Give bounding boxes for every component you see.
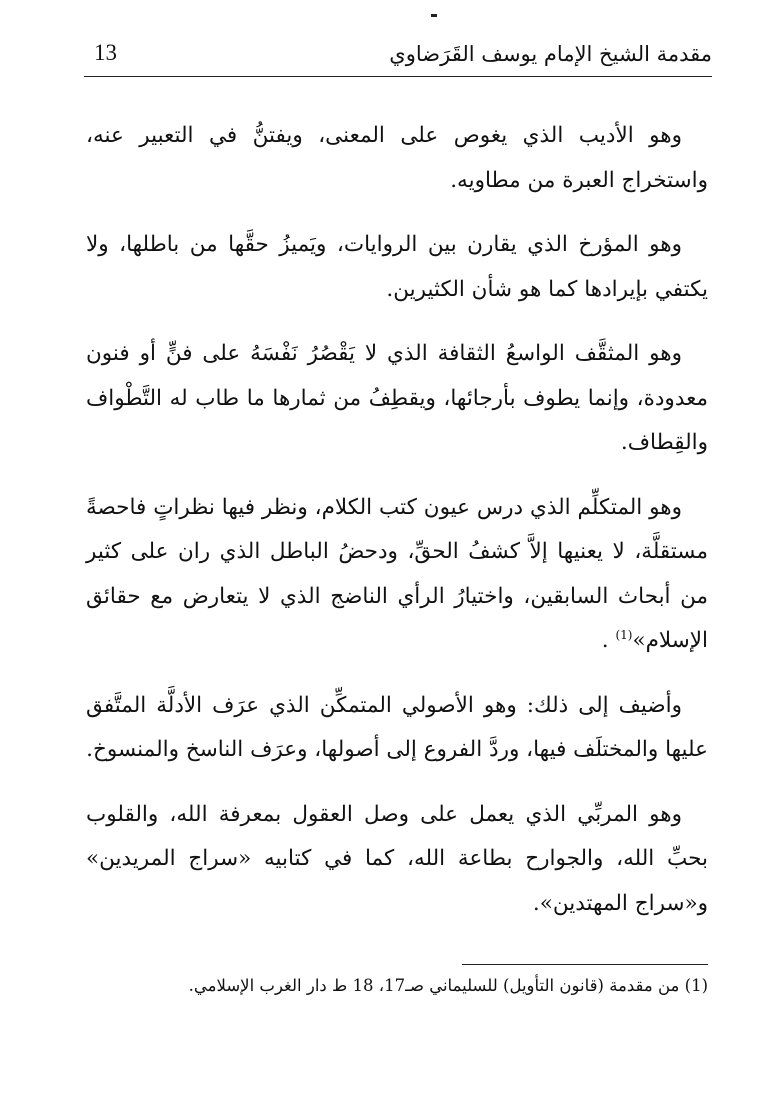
paragraph-text: وهو المتكلِّم الذي درس عيون كتب الكلام، ونظر فيها نظراتٍ فاحصةً مستقلَّة، لا يعنيها إلاَّ كشفُ الحقِّ، ودحضُ الباطل الذي ران على كثير من أبحاث السابقين، واختيارُ الرأي الناضج الذي لا يتعارض مع حقائق الإسلام»: [86, 494, 708, 653]
footnote-reference: (1): [615, 627, 633, 642]
paragraph-end: .: [601, 628, 616, 653]
footnote-divider: [462, 964, 708, 965]
paragraph: وهو المؤرخ الذي يقارن بين الروايات، ويَميزُ حقَّها من باطلها، ولا يكتفي بإيرادها كما هو شأن الكثيرين.: [86, 232, 708, 302]
paragraph: وهو الأديب الذي يغوص على المعنى، ويفتنُّ في التعبير عنه، واستخراج العبرة من مطاويه.: [86, 123, 708, 193]
paragraph: وأضيف إلى ذلك: وهو الأصولي المتمكِّن الذي عرَف الأدلَّة المتَّفق عليها والمختلَف فيها، وردَّ الفروع إلى أصولها، وعرَف الناسخ والمنسوخ.: [86, 692, 708, 762]
top-mark: [431, 14, 437, 17]
paragraph: وهو المربِّي الذي يعمل على وصل العقول بمعرفة الله، والقلوب بحبِّ الله، والجوارح بطاعة الله، كما في كتابيه «سراج المريدين» و«سراج المهتدين».: [86, 801, 708, 916]
footnote: (1) من مقدمة (قانون التأويل) للسليماني صـ17، 18 ط دار الغرب الإسلامي.: [188, 976, 708, 995]
running-title: مقدمة الشيخ الإمام يوسف القَرَضاوي: [389, 42, 712, 66]
paragraph-with-footnote: [86, 486, 708, 664]
main-text: [86, 114, 708, 946]
paragraph: وهو المثقَّف الواسعُ الثقافة الذي لا يَقْصُرُ نَفْسَهُ على فنٍّ أو فنون معدودة، وإنما يطوف بأرجائها، ويقطِفُ من ثمارها ما طاب له التَّطْواف والقِطاف.: [86, 341, 708, 455]
page-header: [84, 36, 712, 77]
page-number: 13: [94, 40, 117, 65]
